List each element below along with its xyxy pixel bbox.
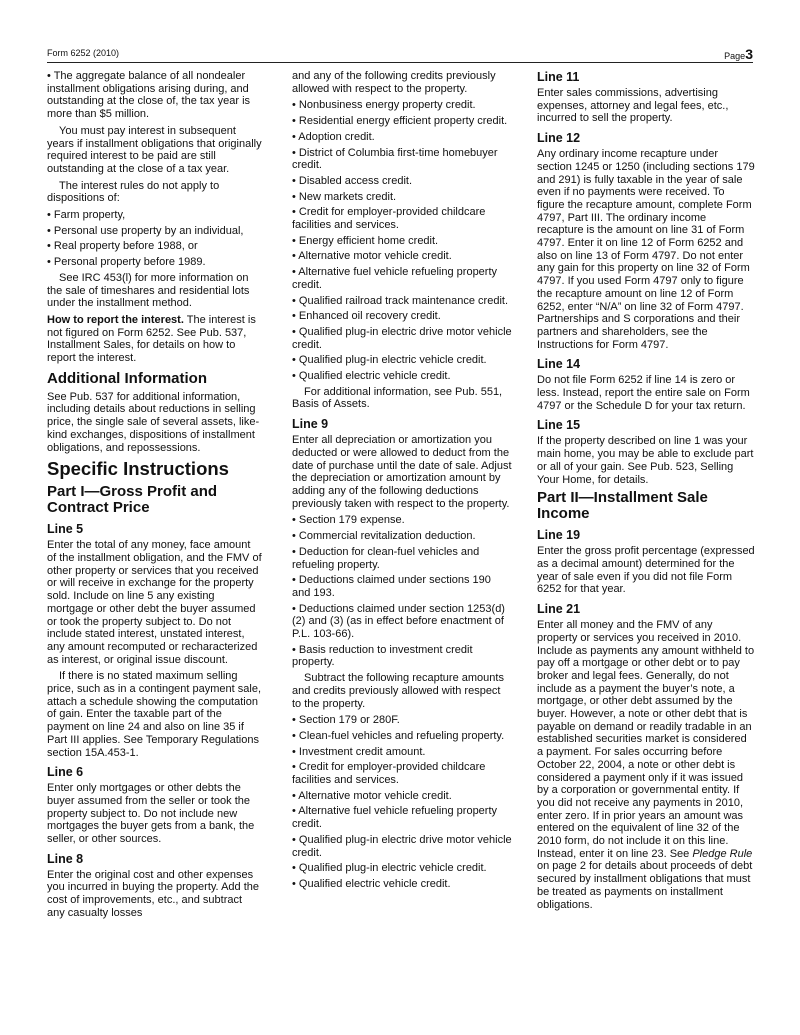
pledge-rule-italic: Pledge Rule <box>692 847 753 860</box>
deduction-item: • Deductions claimed under section 1253(d)(2) and (3) (as in effect before enactment of P.L. 103-66). <box>292 602 505 641</box>
line-8-text: Enter the original cost and other expenses you incurred in buying the property. Add the cost of improvements, etc., and subtract any casualty losses <box>47 868 259 919</box>
line-5-heading: Line 5 <box>47 522 84 537</box>
line-11-heading: Line 11 <box>537 70 580 84</box>
credit-item: • Qualified electric vehicle credit. <box>292 370 451 383</box>
line-21-text-b: on page 2 for details about proceeds of debt secured by installment obligations that must be treated as payments on installment obligations. <box>537 860 753 911</box>
dispositions-bullet: • Real property before 1988, or <box>47 240 198 253</box>
line-15-heading: Line 15 <box>537 418 581 433</box>
recapture-item: • Qualified electric vehicle credit. <box>292 877 451 890</box>
deduction-item: • Basis reduction to investment credit property. <box>292 643 473 669</box>
recapture-item: • Credit for employer-provided childcare facilities and services. <box>292 761 486 787</box>
credit-item: • Disabled access credit. <box>292 174 413 187</box>
part-2-heading: Part II—Installment Sale Income <box>537 489 708 523</box>
report-interest-lead: How to report the interest. <box>47 313 184 326</box>
line-9-text: Enter all depreciation or amortization you deducted or were allowed to deduct from the date of purchase until the date of sale. Adjust the depreciation or amortization amount by adding any of the following deductions previously taken with respect to the property. <box>292 434 512 510</box>
subtract-recapture-text: Subtract the following recapture amounts and credits previously allowed with respect to the property. <box>292 672 504 710</box>
credit-item: • Nonbusiness energy property credit. <box>292 99 476 112</box>
credit-item: • Alternative fuel vehicle refueling property credit. <box>292 266 498 291</box>
page-number-label <box>724 46 753 62</box>
credit-item: • New markets credit. <box>292 190 397 203</box>
page-label: Page <box>724 51 746 61</box>
dispositions-bullet: • Personal property before 1989. <box>47 256 206 269</box>
credit-item: • Adoption credit. <box>292 130 375 143</box>
credit-item: • Qualified plug-in electric vehicle credit. <box>292 354 487 367</box>
basis-of-assets-note: For additional information, see Pub. 551, Basis of Assets. <box>292 385 503 411</box>
form-label: Form 6252 (2010) <box>47 48 120 58</box>
line-11-text: Enter sales commissions, advertising expenses, attorney and legal fees, etc., incurred to sell the property. <box>537 87 729 125</box>
part-1-heading: Part I—Gross Profit and Contract Price <box>47 483 218 517</box>
column-2 <box>292 70 512 894</box>
line-21-text-a: Enter all money and the FMV of any property or services you received in 2010. Include as payments any amount withheld to pay off a mortgage or other debt or to pay broker and legal fees. Generally, do not include as a payment the buyer’s note, a mortgage, or other debt assumed by the buyer. However, a note or other debt that is payable on demand or readily tradable in an established securities market is considered a payment. For sales occurring before October 22, 2004, a note or other debt is considered a payment only if it was issued by a corporation or governmental entity. If you did not receive any payments in 2010, enter zero. If in prior years an amount was entered on the equivalent of line 32 of the 2010 form, do not include it on this line. Instead, enter it on line 23. See <box>537 619 755 860</box>
credit-item: • Enhanced oil recovery credit. <box>292 310 441 323</box>
credit-item: • Qualified plug-in electric drive motor vehicle credit. <box>292 325 512 351</box>
line-12-text: Any ordinary income recapture under section 1245 or 1250 (including sections 179 and 291) is fully taxable in the year of sale even if no payments were received. To figure the recapture amount, complete Form 4797, Part III. The ordinary income recapture is the amount on line 31 of Form 4797. Enter it on line 12 of Form 6252 and also on line 13 of Form 4797. Do not enter any gain for this property on line 32 of Form 4797. If you used Form 4797 only to figure the recapture amount on line 12 of Form 6252, enter “N/A” on line 32 of Form 4797. Partnerships and S corporations and their partners and shareholders, see the Instructions for Form 4797. <box>537 148 755 351</box>
interest-paragraph: You must pay interest in subsequent years if installment obligations that originally required interest to be paid are still outstanding at the close of a tax year. <box>47 124 262 175</box>
line-5-text-2: If there is no stated maximum selling price, such as in a contingent payment sale, attach a schedule showing the computation of gain. Enter the taxable part of the payment on line 24 and also on line 35 if Part III applies. See Temporary Regulations section 15A.453-1. <box>47 670 262 759</box>
page-number: 3 <box>745 46 753 62</box>
specific-instructions-heading: Specific Instructions <box>47 458 229 480</box>
line-6-heading: Line 6 <box>47 765 84 780</box>
aggregate-balance-bullet: • The aggregate balance of all nondealer installment obligations arising during, and outstanding at the close of, the tax year is more than $5 million. <box>47 70 251 121</box>
recapture-item: • Qualified plug-in electric vehicle credit. <box>292 862 487 875</box>
recapture-item: • Clean-fuel vehicles and refueling property. <box>292 729 505 742</box>
line-21-text <box>537 619 755 911</box>
line-14-heading: Line 14 <box>537 357 581 372</box>
line-19-heading: Line 19 <box>537 528 581 543</box>
line-15-text: If the property described on line 1 was your main home, you may be able to exclude part or all of your gain. See Pub. 523, Selling Your Home, for details. <box>537 435 754 486</box>
line-14-text: Do not file Form 6252 if line 14 is zero or less. Instead, report the entire sale on Form 4797 or the Schedule D for your tax return. <box>537 374 750 412</box>
report-interest-text: The interest is not figured on Form 6252. See Pub. 537, Installment Sales, for details on how to report the interest. <box>47 313 256 365</box>
dispositions-bullet: • Personal use property by an individual, <box>47 224 244 237</box>
recapture-item: • Section 179 or 280F. <box>292 714 400 727</box>
report-interest-paragraph <box>47 314 262 365</box>
dispositions-bullet: • Farm property, <box>47 209 126 222</box>
interest-rules-paragraph: The interest rules do not apply to dispositions of: <box>47 179 220 205</box>
credit-item: • Credit for employer-provided childcare facilities and services. <box>292 206 486 232</box>
additional-information-text: See Pub. 537 for additional information, including details about reductions in selling price, the single sale of several assets, like-kind exchanges, dispositions of installment obligations, and repossessions. <box>47 390 260 454</box>
credit-item: • Residential energy efficient property credit. <box>292 115 508 128</box>
additional-information-heading: Additional Information <box>47 369 207 387</box>
deduction-item: • Deductions claimed under sections 190 and 193. <box>292 574 491 599</box>
recapture-item: • Alternative fuel vehicle refueling property credit. <box>292 805 498 831</box>
credit-item: • Alternative motor vehicle credit. <box>292 250 452 263</box>
deduction-item: • Section 179 expense. <box>292 514 405 527</box>
credit-item: • Energy efficient home credit. <box>292 234 439 247</box>
line-21-heading: Line 21 <box>537 602 581 617</box>
recapture-item: • Investment credit amount. <box>292 745 426 758</box>
recapture-item: • Qualified plug-in electric drive motor vehicle credit. <box>292 833 512 859</box>
deduction-item: • Commercial revitalization deduction. <box>292 530 476 543</box>
column-1 <box>47 70 262 924</box>
line-19-text: Enter the gross profit percentage (expressed as a decimal amount) determined for the year of sale even if you did not file Form 6252 for that year. <box>537 545 755 596</box>
credit-item: • Qualified railroad track maintenance credit. <box>292 294 509 307</box>
recapture-item: • Alternative motor vehicle credit. <box>292 789 452 802</box>
page-header <box>47 46 753 63</box>
column-3 <box>537 70 755 915</box>
credit-item: • District of Columbia first-time homebuyer credit. <box>292 146 498 172</box>
line-5-text: Enter the total of any money, face amount of the installment obligation, and the FMV of other property or services that you received or will receive in exchange for the property sold. Include on line 5 any existing mortgage or other debt the buyer assumed or took the property subject to. Do not include stated interest, unstated interest, any amount recomputed or recharacterized as interest, or original issue discount. <box>47 539 262 666</box>
line-12-heading: Line 12 <box>537 131 581 146</box>
credits-intro: and any of the following credits previously allowed with respect to the property. <box>292 70 496 95</box>
line-8-heading: Line 8 <box>47 851 84 866</box>
timeshares-paragraph: See IRC 453(l) for more information on the sale of timeshares and residential lots under the installment method. <box>47 271 250 310</box>
deduction-item: • Deduction for clean-fuel vehicles and refueling property. <box>292 545 480 571</box>
line-6-text: Enter only mortgages or other debts the buyer assumed from the seller or took the property subject to. Do not include new mortgages the buyer gets from a bank, the seller, or other sources. <box>47 782 255 846</box>
line-9-heading: Line 9 <box>292 417 329 432</box>
